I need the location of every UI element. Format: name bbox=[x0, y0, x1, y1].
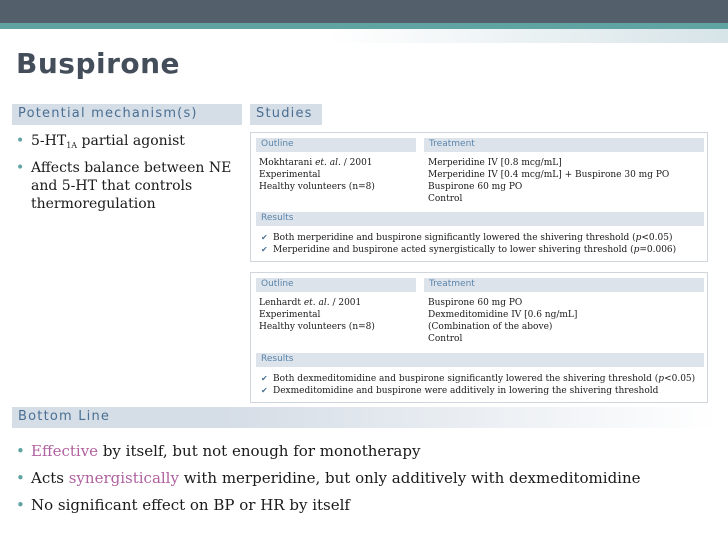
slide-title: Buspirone bbox=[16, 47, 181, 80]
bullet-icon: • bbox=[16, 469, 25, 487]
list-item: • Effective by itself, but not enough for monotherapy bbox=[16, 438, 720, 465]
study-outline: Lenhardt et. al. / 2001 Experimental Healthy volunteers (n=8) bbox=[259, 298, 375, 332]
study-outline: Mokhtarani et. al. / 2001 Experimental Healthy volunteers (n=8) bbox=[259, 158, 375, 192]
bullet-icon: • bbox=[16, 496, 25, 514]
list-item: • No significant effect on BP or HR by itself bbox=[16, 492, 720, 519]
top-decorative-band bbox=[0, 0, 728, 23]
results-label: Results bbox=[256, 353, 704, 367]
result-item: ✔ Both merperidine and buspirone significantly lowered the shivering threshold (p<0.05) bbox=[261, 233, 673, 243]
studies-header: Studies bbox=[250, 104, 322, 125]
study-treatments: Buspirone 60 mg PO Dexmeditomidine IV [0.6 ng/mL] (Combination of the above) Control bbox=[428, 298, 578, 344]
study-treatments: Merperidine IV [0.8 mcg/mL] Merperidine IV [0.4 mcg/mL] + Buspirone 30 mg PO Buspirone 60 mg PO Control bbox=[428, 158, 670, 204]
results-list bbox=[261, 373, 695, 397]
check-icon: ✔ bbox=[261, 233, 268, 242]
mechanism-header: Potential mechanism(s) bbox=[12, 104, 242, 125]
outline-label: Outline bbox=[256, 138, 416, 152]
treatment-label: Treatment bbox=[424, 138, 704, 152]
check-icon: ✔ bbox=[261, 374, 268, 383]
list-item: • Acts synergistically with merperidine, but only additively with dexmeditomidine bbox=[16, 465, 720, 492]
check-icon: ✔ bbox=[261, 245, 268, 254]
bullet-icon: • bbox=[16, 133, 25, 149]
outline-label: Outline bbox=[256, 278, 416, 292]
gradient-stripe bbox=[0, 29, 728, 43]
treatment-label: Treatment bbox=[424, 278, 704, 292]
results-label: Results bbox=[256, 212, 704, 226]
result-item: ✔ Both dexmeditomidine and buspirone significantly lowered the shivering threshold (p<0.05) bbox=[261, 374, 696, 384]
bottom-line-header: Bottom Line bbox=[12, 407, 716, 428]
bullet-icon: • bbox=[16, 442, 25, 460]
list-item: • $5-HT_{1A}$ partial agonist bbox=[16, 133, 185, 150]
result-item: ✔ Dexmeditomidine and buspirone were additively in lowering the shivering threshold bbox=[261, 386, 659, 396]
study-card-lenhardt bbox=[250, 272, 708, 403]
highlight-text: synergistically bbox=[68, 469, 179, 487]
mechanism-list bbox=[16, 132, 248, 217]
bullet-icon: • bbox=[16, 160, 25, 176]
subscript: 1A bbox=[66, 141, 78, 150]
result-item: ✔ Merperidine and buspirone acted synergistically to lower shivering threshold (p=0.006) bbox=[261, 245, 677, 255]
highlight-text: Effective bbox=[31, 442, 99, 460]
study-card-mokhtarani bbox=[250, 132, 708, 262]
check-icon: ✔ bbox=[261, 386, 268, 395]
list-item: • Affects balance between NE and 5-HT that controls thermoregulation bbox=[16, 160, 232, 212]
bottom-line-list bbox=[16, 438, 720, 519]
results-list bbox=[261, 232, 676, 256]
